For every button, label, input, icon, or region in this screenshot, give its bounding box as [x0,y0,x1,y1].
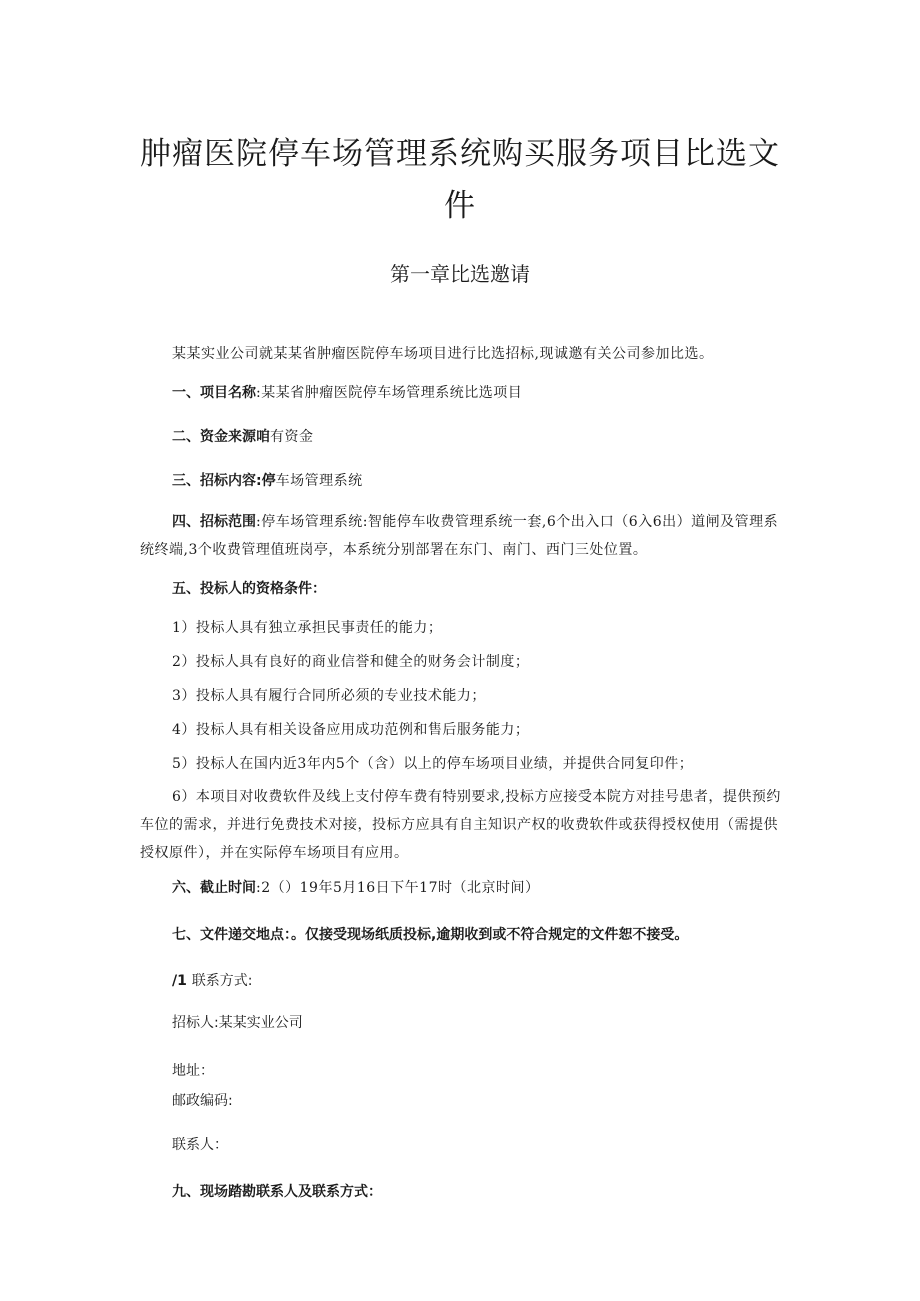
item-label: 三、招标内容 [172,473,256,489]
item-label: 二、资金来源 [172,429,256,445]
item-label: 四、招标范围 [172,514,256,530]
list-item: 2）投标人具有良好的商业信誉和健全的财务会计制度； [172,654,530,670]
item-qualifications [140,575,784,603]
item-label: 六、截止时间 [172,880,256,896]
contact-tenderer-value: :某某实业公司 [214,1015,303,1031]
item-label-tail: 联系方式: [191,973,253,989]
item-site-visit [140,1178,784,1206]
contact-address: 地址： [172,1063,214,1079]
contact-person: 联系人： [172,1137,228,1153]
item-tender-content [140,467,784,495]
item-project-name [140,379,784,407]
intro-paragraph: 某某实业公司就某某省肿瘤医院停车场项目进行比选招标,现诚邀有关公司参加比选。 [172,346,714,362]
list-item: 6）本项目对收费软件及线上支付停车费有特别要求,投标方应接受本院方对挂号患者，提供预约车位的需求，并进行免费技术对接，投标方应具有自主知识产权的收费软件或获得授权使用（需提供授权原件），并在实际停车场项目有应用。 [140,789,781,861]
list-item: 1）投标人具有独立承担民事责任的能力； [172,620,443,636]
item-value: :2（）19年5月16日下午17时（北京时间） [256,880,540,896]
list-item: 5）投标人在国内近3年内5个（含）以上的停车场项目业绩，并提供合同复印件； [172,756,694,772]
contact-tenderer [140,1009,784,1037]
item-contact [140,967,784,995]
item-value: 有资金 [270,429,314,445]
item-deadline [140,874,784,902]
item-label: 九、现场踏勘联系人及联系方式： [172,1184,382,1200]
item-label-tail: 咱 [256,429,270,445]
item-label: 一、项目名称 [172,385,256,401]
item-tender-scope [140,508,784,564]
item-value: :某某省肿瘤医院停车场管理系统比选项目 [256,385,523,401]
item-value: :停车场管理系统:智能停车收费管理系统一套,6个出入口（6入6出）道闸及管理系统终端,3个收费管理值班岗亭，本系统分别部署在东门、南门、西门三处位置。 [140,514,779,558]
list-item: 4）投标人具有相关设备应用成功范例和售后服务能力； [172,722,530,738]
item-label: 五、投标人的资格条件： [172,581,326,597]
item-submission [140,921,784,949]
contact-postal-code: 邮政编码: [172,1093,233,1109]
chapter-heading: 第一章比选邀请 [390,262,530,286]
contact-tenderer-label: 招标人 [172,1015,214,1031]
item-label: 七、文件递交地点：。仅接受现场纸质投标,逾期收到或不符合规定的文件恕不接受。 [172,927,689,943]
item-label-tail: :停 [256,473,276,489]
document-title: 肿瘤医院停车场管理系统购买服务项目比选文件 [140,136,780,224]
item-fund-source [140,423,784,451]
item-value: 车场管理系统 [275,473,363,489]
item-label: /1 [172,973,187,989]
list-item: 3）投标人具有履行合同所必须的专业技术能力； [172,688,486,704]
